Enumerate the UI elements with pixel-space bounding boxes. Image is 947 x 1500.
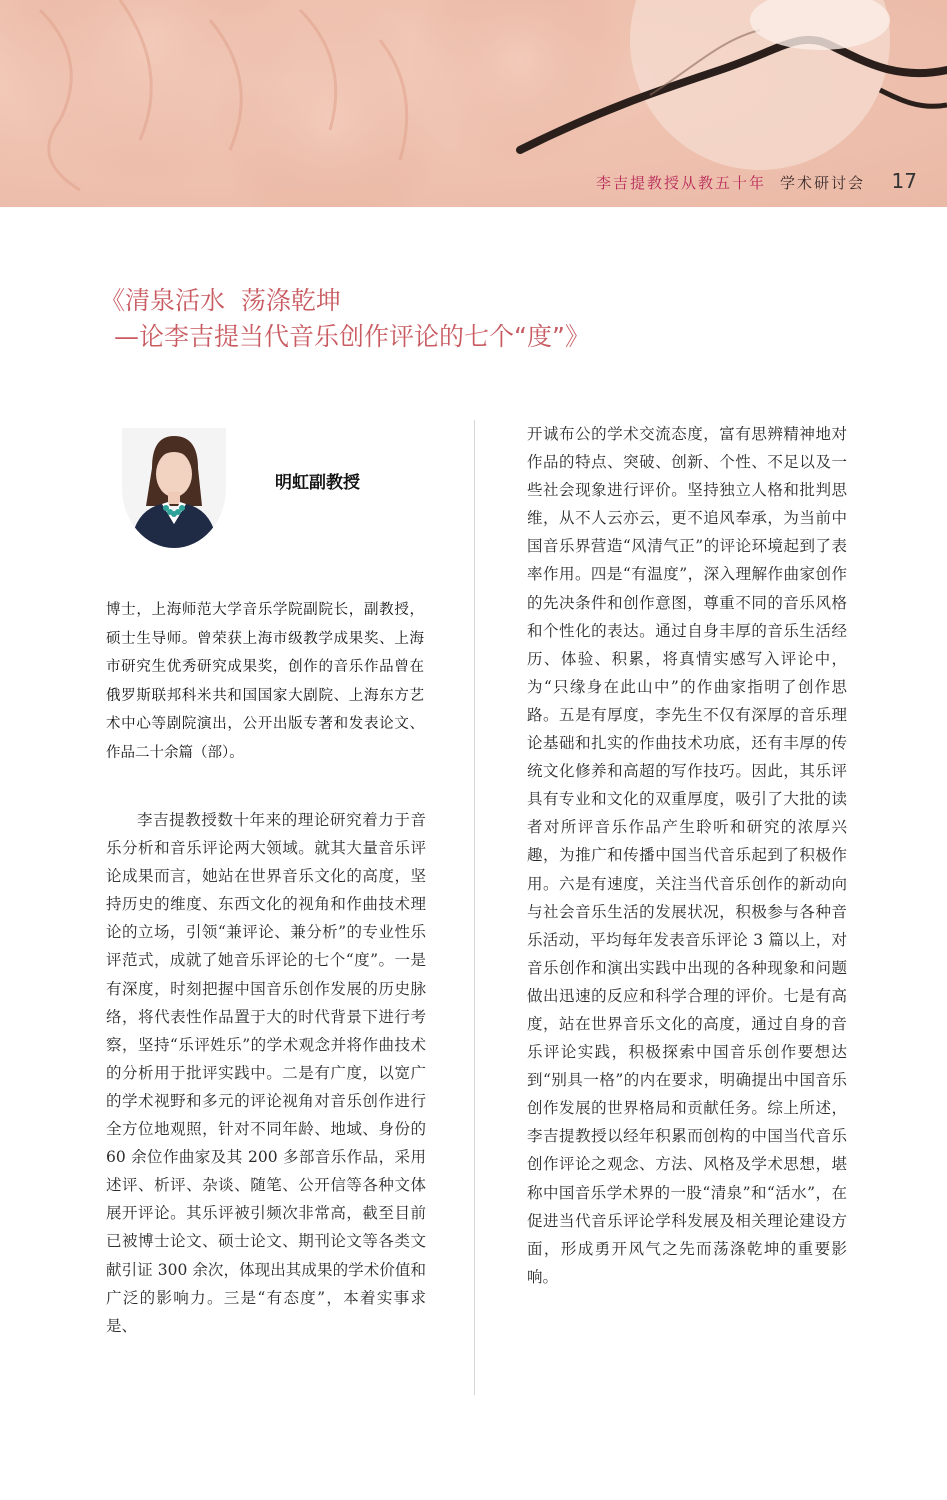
column-divider	[474, 420, 475, 1395]
author-name: 明虹副教授	[275, 473, 360, 493]
event-title: 李吉提教授从教五十年	[595, 174, 766, 192]
author-bio: 博士，上海师范大学音乐学院副院长，副教授，硕士生导师。曾荣获上海市级教学成果奖、上海市研究生优秀研究成果奖，创作的音乐作品曾在俄罗斯联邦科米共和国国家大剧院、上海东方艺术中心等剧院演出，公开出版专著和发表论文、作品二十余篇（部）。	[106, 602, 424, 761]
page-number: 17	[891, 169, 917, 193]
title-line-1: 《清泉活水 荡涤乾坤	[100, 286, 341, 315]
body-right-column: 开诚布公的学术交流态度，富有思辨精神地对作品的特点、突破、创新、个性、不足以及一些社会现象进行评价。坚持独立人格和批判思维，从不人云亦云，更不追风奉承，为当前中国音乐界营造“风清气正”的评论环境起到了表率作用。四是“有温度”，深入理解作曲家创作的先决条件和创作意图，尊重不同的音乐风格和个性化的表达。通过自身丰厚的音乐生活经历、体验、积累，将真情实感写入评论中，为“只缘身在此山中”的作曲家指明了创作思路。五是有厚度，李先生不仅有深厚的音乐理论基础和扎实的作曲技术功底，还有丰厚的传统文化修养和高超的写作技巧。因此，其乐评具有专业和文化的双重厚度，吸引了大批的读者对所评音乐作品产生聆听和研究的浓厚兴趣，为推广和传播中国当代音乐起到了积极作用。六是有速度，关注当代音乐创作的新动向与社会音乐生活的发展状况，积极参与各种音乐活动，平均每年发表音乐评论 3 篇以上，对音乐创作和演出实践中出现的各种现象和问题做出迅速的反应和科学合理的评价。七是有高度，站在世界音乐文化的高度，通过自身的音乐评论实践，积极探索中国音乐创作要想达到“别具一格”的内在要求，明确提出中国音乐创作发展的世界格局和贡献任务。综上所述，李吉提教授以经年积累而创构的中国当代音乐创作评论之观念、方法、风格及学术思想，堪称中国音乐学术界的一股“清泉”和“活水”，在促进当代音乐评论学科发展及相关理论建设方面，形成勇开风气之先而荡涤乾坤的重要影响。	[527, 425, 847, 1286]
event-subtitle: 学术研讨会	[779, 174, 865, 192]
header-banner	[0, 0, 947, 207]
body-left-column: 李吉提教授数十年来的理论研究着力于音乐分析和音乐评论两大领域。就其大量音乐评论成果而言，她站在世界音乐文化的高度，坚持历史的维度、东西文化的视角和作曲技术理论的立场，引领“兼评论、兼分析”的专业性乐评范式，成就了她音乐评论的七个“度”。一是有深度，时刻把握中国音乐创作发展的历史脉络，将代表性作品置于大的时代背景下进行考察，坚持“乐评姓乐”的学术观念并将作曲技术的分析用于批评实践中。二是有广度，以宽广的学术视野和多元的评论视角对音乐创作进行全方位地观照，针对不同年龄、地域、身份的 60 余位作曲家及其 200 多部音乐作品，采用述评、析评、杂谈、随笔、公开信等各种文体展开评论。其乐评被引频次非常高，截至目前已被博士论文、硕士论文、期刊论文等各类文献引证 300 余次，体现出其成果的学术价值和广泛的影响力。三是“有态度”，本着实事求是、	[106, 811, 426, 1335]
author-photo	[122, 428, 226, 548]
portrait-photo-icon	[122, 428, 226, 548]
header-event-title	[596, 172, 865, 193]
title-line-2: —论李吉提当代音乐创作评论的七个“度”》	[114, 322, 590, 351]
article-title	[100, 283, 590, 355]
